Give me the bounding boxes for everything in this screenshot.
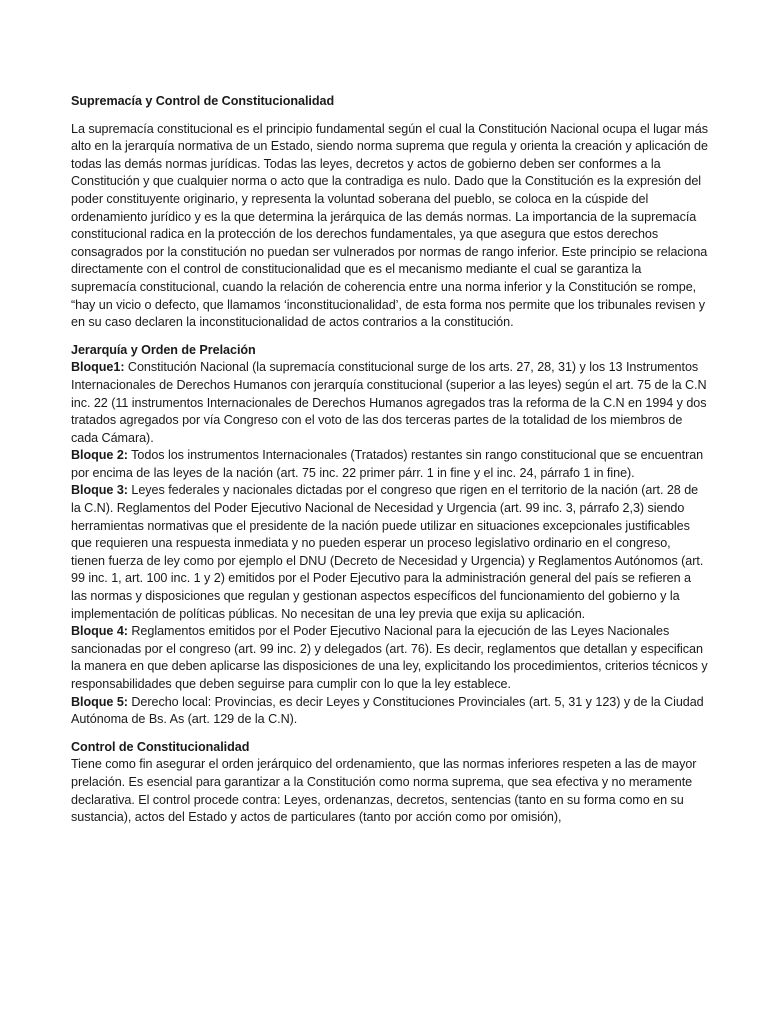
bloque-label: Bloque 2:: [71, 448, 128, 463]
bloque-1: [71, 359, 708, 447]
bloque-text: Constitución Nacional (la supremacía constitucional surge de los arts. 27, 28, 31) y los 13 Instrumentos Internacionales de Derechos Humanos con jerarquía constitucional (superior a las leyes) según el art. 75 de la C.N inc. 22 (11 instrumentos Internacionales de Derechos Humanos agregados tras la reforma de la C.N en 1994 y dos tratados agregados por vía Congreso con el voto de las dos terceras partes de la totalidad de los miembros de cada Cámara).: [71, 360, 707, 445]
control-heading: Control de Constitucionalidad: [71, 739, 250, 754]
document-title: Supremacía y Control de Constitucionalidad: [71, 94, 335, 108]
jerarquia-heading: Jerarquía y Orden de Prelación: [71, 342, 256, 357]
bloque-2: [71, 447, 708, 482]
control-section: [71, 739, 708, 827]
bloque-5: [71, 694, 708, 729]
bloque-text: Reglamentos emitidos por el Poder Ejecutivo Nacional para la ejecución de las Leyes Nacionales sancionadas por el congreso (art. 99 inc. 2) y delegados (art. 76). Es decir, reglamentos que detallan y especifican la manera en que deben aplicarse las disposiciones de una ley, explicitando los procedimientos, criterios técnicos y responsabilidades que deben seguirse para cumplir con lo que la ley establece.: [71, 624, 708, 691]
jerarquia-section: [71, 342, 708, 729]
bloque-4: [71, 623, 708, 693]
bloque-label: Bloque 4:: [71, 624, 128, 639]
bloque-label: Bloque1:: [71, 360, 125, 375]
bloque-label: Bloque 5:: [71, 694, 128, 709]
bloque-3: [71, 482, 708, 623]
intro-paragraph: La supremacía constitucional es el principio fundamental según el cual la Constitución Nacional ocupa el lugar más alto en la jerarquía normativa de un Estado, siendo norma suprema que regula y orienta la creación y aplicación de todas las demás normas jurídicas. Todas las leyes, decretos y actos de gobierno deben ser conformes a la Constitución y que cualquier norma o acto que la contradiga es nulo. Dado que la Constitución es la expresión del poder constituyente originario, y representa la voluntad soberana del pueblo, se coloca en la cúspide del ordenamiento jurídico y es la que determina la jerárquica de las demás normas. La importancia de la supremacía constitucional radica en la protección de los derechos fundamentales, ya que asegura que estos derechos consagrados por la constitución no puedan ser vulnerados por normas de rango inferior. Este principio se relaciona directamente con el control de constitucionalidad que es el mecanismo mediante el cual se garantiza la supremacía constitucional, cuando la relación de coherencia entre una norma inferior y la Constitución se rompe, “hay un vicio o defecto, que llamamos ‘inconstitucionalidad’, de esta forma nos permite que los tribunales revisen y en su caso declaren la inconstitucionalidad de actos contrarios a la constitución.: [71, 121, 708, 330]
bloque-text: Todos los instrumentos Internacionales (Tratados) restantes sin rango constitucional que se encuentran por encima de las leyes de la nación (art. 75 inc. 22 primer párr. 1 in fine y el inc. 24, párrafo 1 in fine).: [71, 448, 704, 480]
bloque-text: Leyes federales y nacionales dictadas por el congreso que rigen en el territorio de la nación (art. 28 de la C.N). Reglamentos del Poder Ejecutivo Nacional de Necesidad y Urgencia (art. 99 inc. 3, párrafo 2,3) siendo herramientas normativas que el presidente de la nación puede utilizar en situaciones excepcionales justificables que requieren una respuesta inmediata y no pueden esperar un proceso legislativo ordinario en el congreso, tienen fuerza de ley como por ejemplo el DNU (Decreto de Necesidad y Urgencia) y Reglamentos Autónomos (art. 99 inc. 1, art. 100 inc. 1 y 2) emitidos por el Poder Ejecutivo para la administración general del país se refieren a las normas y disposiciones que regulan y gestionan aspectos específicos del funcionamiento del gobierno y la implementación de políticas públicas. No necesitan de una ley previa que exija su aplicación.: [71, 483, 704, 621]
control-paragraph: Tiene como fin asegurar el orden jerárquico del ordenamiento, que las normas inferiores respeten a las de mayor prelación. Es esencial para garantizar a la Constitución como norma suprema, que sea efectiva y no meramente declarativa. El control procede contra: Leyes, ordenanzas, decretos, sentencias (tanto en su forma como en su sustancia), actos del Estado y actos de particulares (tanto por acción como por omisión),: [71, 757, 697, 825]
bloque-label: Bloque 3:: [71, 483, 128, 498]
bloque-text: Derecho local: Provincias, es decir Leyes y Constituciones Provinciales (art. 5, 31 y 123) y de la Ciudad Autónoma de Bs. As (art. 129 de la C.N).: [71, 694, 704, 727]
